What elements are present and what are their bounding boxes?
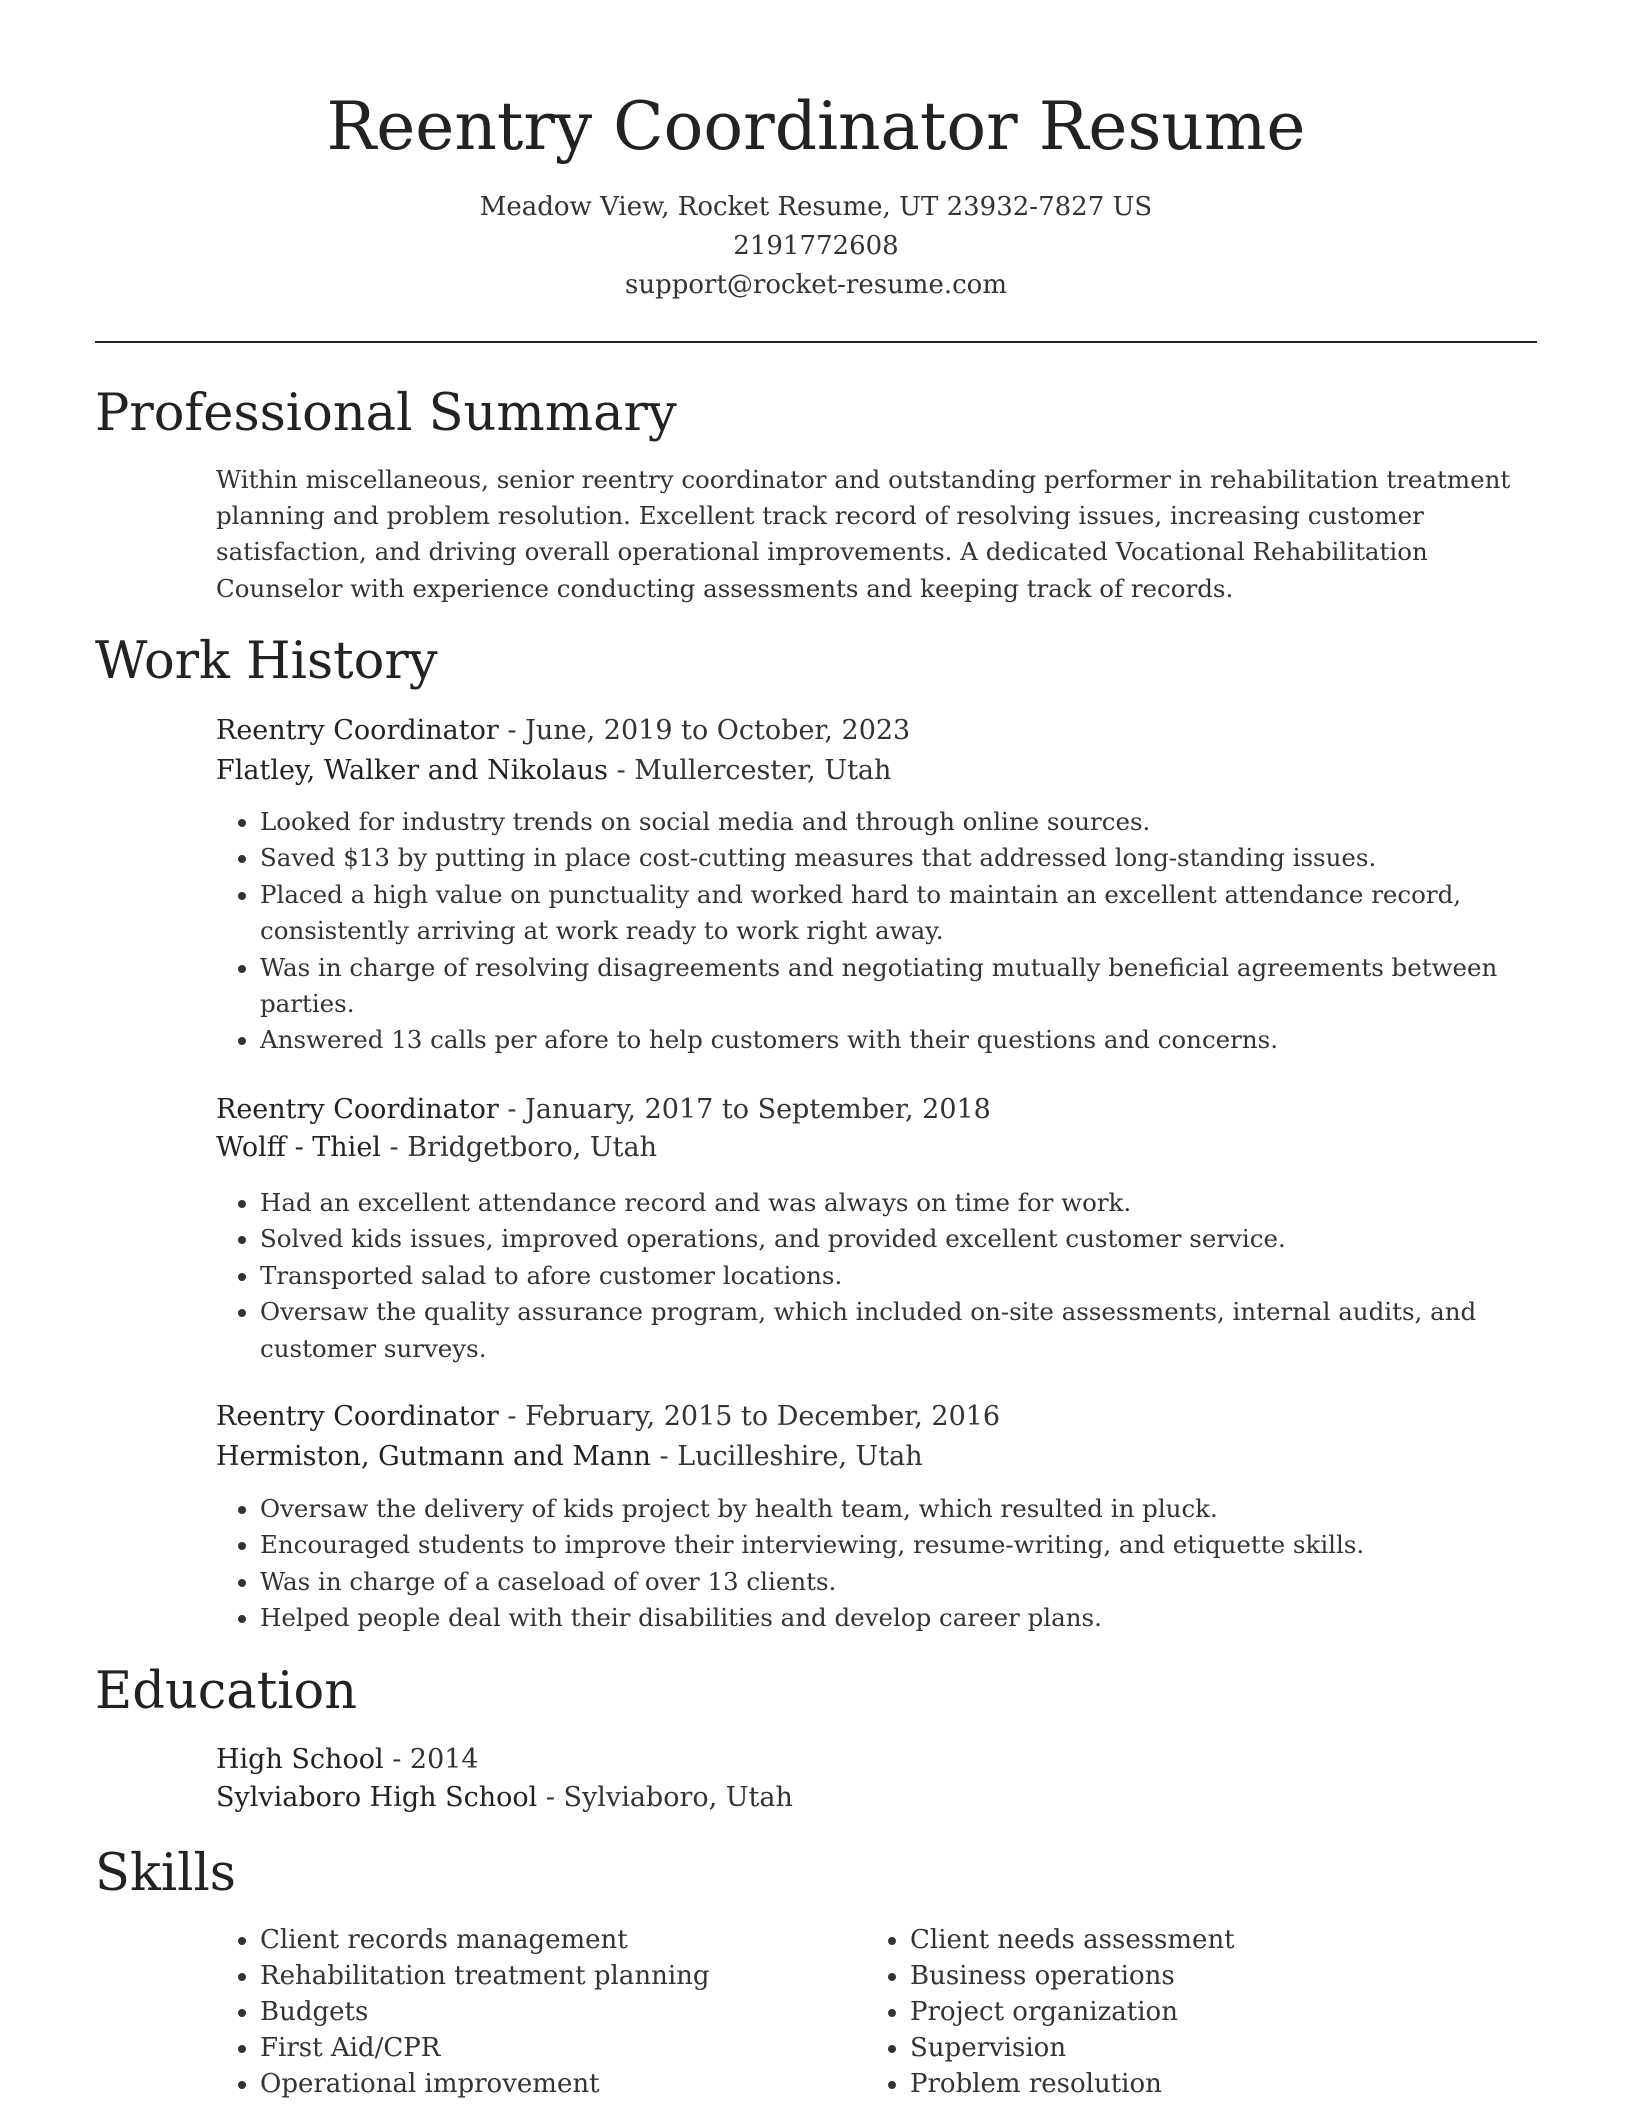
header-divider	[95, 341, 1537, 343]
contact-email: support@rocket-resume.com	[624, 270, 1007, 300]
job-1-bullets	[216, 804, 1546, 1059]
skill-item: • Client needs assessment	[910, 1922, 1506, 1958]
job-2-location: - Bridgetboro, Utah	[389, 1132, 657, 1163]
job-2-position: Reentry Coordinator	[216, 1094, 499, 1125]
education-degree-line	[216, 1740, 479, 1779]
job-1-company: Flatley, Walker and Nikolaus	[216, 755, 608, 786]
education-year: - 2014	[392, 1744, 479, 1775]
skill-item: • Client records management	[260, 1922, 856, 1958]
list-item: • Oversaw the quality assurance program, which included on-site assessments, internal audits, and customer surveys.	[260, 1294, 1546, 1367]
list-item: • Was in charge of resolving disagreements and negotiating mutually beneficial agreements between parties.	[260, 950, 1546, 1023]
education-school: Sylviaboro High School	[216, 1782, 538, 1813]
work-history-heading: Work History	[95, 632, 438, 691]
job-3-company: Hermiston, Gutmann and Mann	[216, 1441, 651, 1472]
list-item: • Placed a high value on punctuality and worked hard to maintain an excellent attendance record, consistently arriving at work ready to work right away.	[260, 877, 1546, 950]
job-1-company-line	[216, 751, 891, 790]
education-school-line	[216, 1778, 793, 1817]
list-item: • Solved kids issues, improved operations, and provided excellent customer service.	[260, 1221, 1546, 1257]
list-item: • Oversaw the delivery of kids project by health team, which resulted in pluck.	[260, 1491, 1546, 1527]
resume-title: Reentry Coordinator Resume	[326, 88, 1306, 165]
list-item: • Helped people deal with their disabilities and develop career plans.	[260, 1600, 1546, 1636]
list-item: • Encouraged students to improve their interviewing, resume-writing, and etiquette skills.	[260, 1527, 1546, 1563]
list-item: • Had an excellent attendance record and was always on time for work.	[260, 1185, 1546, 1221]
job-1-location: - Mullercester, Utah	[616, 755, 892, 786]
skills-list-right	[866, 1922, 1506, 2102]
job-3-bullets	[216, 1491, 1546, 1637]
skill-item: • Budgets	[260, 1994, 856, 2030]
job-2-company: Wolff - Thiel	[216, 1132, 381, 1163]
job-3-company-line	[216, 1437, 923, 1476]
skill-item: • Problem resolution	[910, 2066, 1506, 2102]
education-degree: High School	[216, 1744, 384, 1775]
job-1-position: Reentry Coordinator	[216, 715, 499, 746]
education-heading: Education	[95, 1662, 358, 1721]
job-2-company-line	[216, 1128, 657, 1167]
contact-address: Meadow View, Rocket Resume, UT 23932-7827 US	[479, 192, 1153, 222]
skill-item: • Operational improvement	[260, 2066, 856, 2102]
skill-item: • Project organization	[910, 1994, 1506, 2030]
education-location: - Sylviaboro, Utah	[545, 1782, 793, 1813]
job-2-bullets	[216, 1185, 1546, 1367]
job-3-position: Reentry Coordinator	[216, 1401, 499, 1432]
list-item: • Transported salad to afore customer locations.	[260, 1258, 1546, 1294]
skill-item: • First Aid/CPR	[260, 2030, 856, 2066]
summary-text: Within miscellaneous, senior reentry coordinator and outstanding performer in rehabilitation treatment planning and problem resolution. Excellent track record of resolving issues, increasing customer satisfaction, and driving overall operational improvements. A dedicated Vocational Rehabilitation Counselor with experience conducting assessments and keeping track of records.	[216, 465, 1511, 603]
job-3-title-line	[216, 1397, 1000, 1436]
skill-item: • Business operations	[910, 1958, 1506, 1994]
skill-item: • Rehabilitation treatment planning	[260, 1958, 856, 1994]
job-2-dates: - January, 2017 to September, 2018	[507, 1094, 991, 1125]
list-item: • Was in charge of a caseload of over 13 clients.	[260, 1564, 1546, 1600]
contact-phone: 2191772608	[733, 231, 899, 261]
contact-block	[0, 188, 1632, 305]
list-item: • Answered 13 calls per afore to help customers with their questions and concerns.	[260, 1022, 1546, 1058]
summary-heading: Professional Summary	[95, 384, 677, 443]
skills-heading: Skills	[95, 1844, 236, 1903]
job-1-title-line	[216, 711, 910, 750]
list-item: • Looked for industry trends on social media and through online sources.	[260, 804, 1546, 840]
job-2-title-line	[216, 1090, 991, 1129]
skill-item: • Supervision	[910, 2030, 1506, 2066]
job-1-dates: - June, 2019 to October, 2023	[507, 715, 911, 746]
skills-list-left	[216, 1922, 856, 2102]
job-3-location: - Lucilleshire, Utah	[659, 1441, 923, 1472]
list-item: • Saved $13 by putting in place cost-cutting measures that addressed long-standing issues.	[260, 840, 1546, 876]
job-3-dates: - February, 2015 to December, 2016	[507, 1401, 1001, 1432]
resume-header	[0, 82, 1632, 305]
